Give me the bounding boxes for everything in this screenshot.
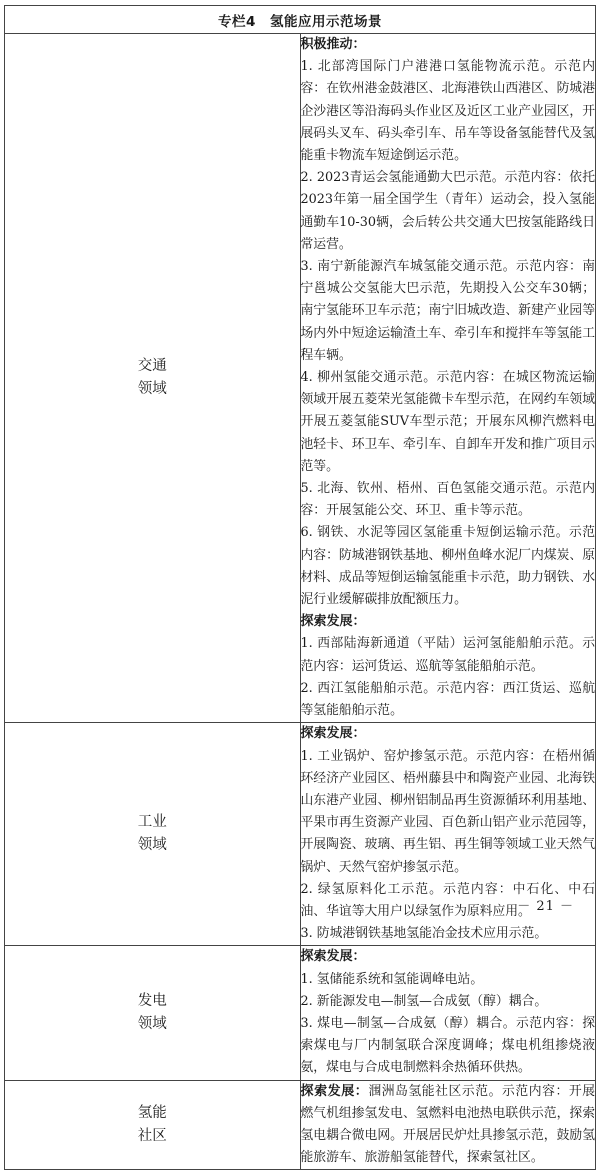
group-heading: 积极推动：: [300, 37, 366, 52]
section-label-line2: 社区: [137, 1127, 167, 1144]
section-label-line1: 氢能: [137, 1104, 167, 1121]
list-item: 3. 南宁新能源汽车城氢能交通示范。示范内容：南宁邕城公交氢能大巴示范，先期投入公交车30辆；南宁氢能环卫车示范；南宁旧城改造、新建产业园等场内外中短途运输渣土车、牵引车和搅拌车等氢能工程车辆。: [300, 259, 595, 363]
section-content-community: [300, 1080, 596, 1170]
section-label-line2: 领域: [137, 1015, 167, 1032]
list-item: [301, 1081, 596, 1170]
list-item: 2. 2023青运会氢能通勤大巴示范。示范内容：依托2023年第一届全国学生（青年）运动会，投入氢能通勤车10-30辆，会后转公共交通大巴按氢能路线日常运营。: [300, 170, 595, 252]
group-heading: 探索发展：: [300, 614, 366, 630]
section-transport: [5, 34, 596, 723]
list-item: 1. 氢储能系统和氢能调峰电站。: [300, 971, 484, 987]
section-label-power: [5, 946, 301, 1080]
section-power: [5, 946, 596, 1080]
section-label-industry: [5, 723, 301, 946]
section-label-line2: 领域: [137, 381, 167, 398]
group-heading: 探索发展：: [300, 726, 366, 742]
section-content-power: [300, 946, 596, 1080]
inline-text: 涠洲岛氢能社区示范。示范内容：开展燃气机组掺氢发电、氢燃料电池热电联供示范，探索氢电耦合微电网。开展居民炉灶具掺氢示范，鼓励氢能旅游车、旅游船氢能替代，探索氢社区。: [300, 1083, 595, 1166]
group-heading: 探索发展：: [300, 949, 366, 965]
list-item: 1. 工业锅炉、窑炉掺氢示范。示范内容：在梧州循环经济产业园区、梧州藤县中和陶瓷产业园、北海铁山东港产业园、柳州铝制品再生资源循环利用基地、平果市再生资源产业园、百色新山铝产业示范园等，开展陶瓷、玻璃、再生铝、再生铜等领域工业天然气锅炉、天然气窑炉掺氢示范。: [300, 748, 595, 875]
section-label-line1: 工业: [137, 814, 167, 831]
list-item: 3. 防城港钢铁基地氢能冶金技术应用示范。: [300, 926, 548, 942]
list-item: 1. 北部湾国际门户港港口氢能物流示范。示范内容：在钦州港金鼓港区、北海港铁山西港区、防城港企沙港区等沿海码头作业区及近区工业产业园区，开展码头叉车、码头牵引车、吊车等设备氢能替代及氢能重卡物流车短途倒运示范。: [300, 59, 595, 164]
list-item: 2. 西江氢能船舶示范。示范内容：西江货运、巡航等氢能船舶示范。: [300, 680, 595, 719]
list-item: 2. 绿氢原料化工示范。示范内容：中石化、中石油、华谊等大用户以绿氢作为原料应用。: [300, 881, 595, 919]
section-industry: [5, 723, 596, 946]
section-label-line2: 领域: [137, 837, 167, 854]
list-item: 6. 钢铁、水泥等园区氢能重卡短倒运输示范。示范内容：防城港钢铁基地、柳州鱼峰水泥厂内煤炭、原材料、成品等短倒运输氢能重卡示范，助力钢铁、水泥行业缓解碳排放配额压力。: [300, 525, 595, 608]
section-label-line1: 交通: [137, 358, 167, 375]
list-item: 2. 新能源发电—制氢—合成氨（醇）耦合。: [300, 993, 548, 1009]
list-item: 5. 北海、钦州、梧州、百色氢能交通示范。示范内容：开展氢能公交、环卫、重卡等示范。: [300, 481, 595, 519]
list-item: 1. 西部陆海新通道（平陆）运河氢能船舶示范。示范内容：运河货运、巡航等氢能船舶示范。: [300, 636, 595, 674]
group-heading: 探索发展：: [300, 1083, 369, 1099]
section-label-community: [5, 1080, 301, 1170]
page-number: － 21 －: [517, 899, 574, 914]
section-content-transport: [300, 34, 596, 723]
section-label-transport: [5, 34, 301, 723]
section-community: [5, 1080, 596, 1170]
special-column-table: [4, 5, 596, 1170]
section-label-line1: 发电: [137, 992, 167, 1009]
list-item: 4. 柳州氢能交通示范。示范内容：在城区物流运输领域开展五菱荣光氢能微卡车型示范，在网约车领域开展五菱氢能SUV车型示范；开展东风柳汽燃料电池轻卡、环卫车、牵引车、自卸车开发和推广项目示范等。: [300, 370, 595, 474]
table-title: 专栏4 氢能应用示范场景: [5, 6, 596, 34]
list-item: 3. 煤电—制氢—合成氨（醇）耦合。示范内容：探索煤电与厂内制氢联合深度调峰；煤电机组掺烧液氨，煤电与合成电制燃料余热循环供热。: [300, 1015, 595, 1076]
